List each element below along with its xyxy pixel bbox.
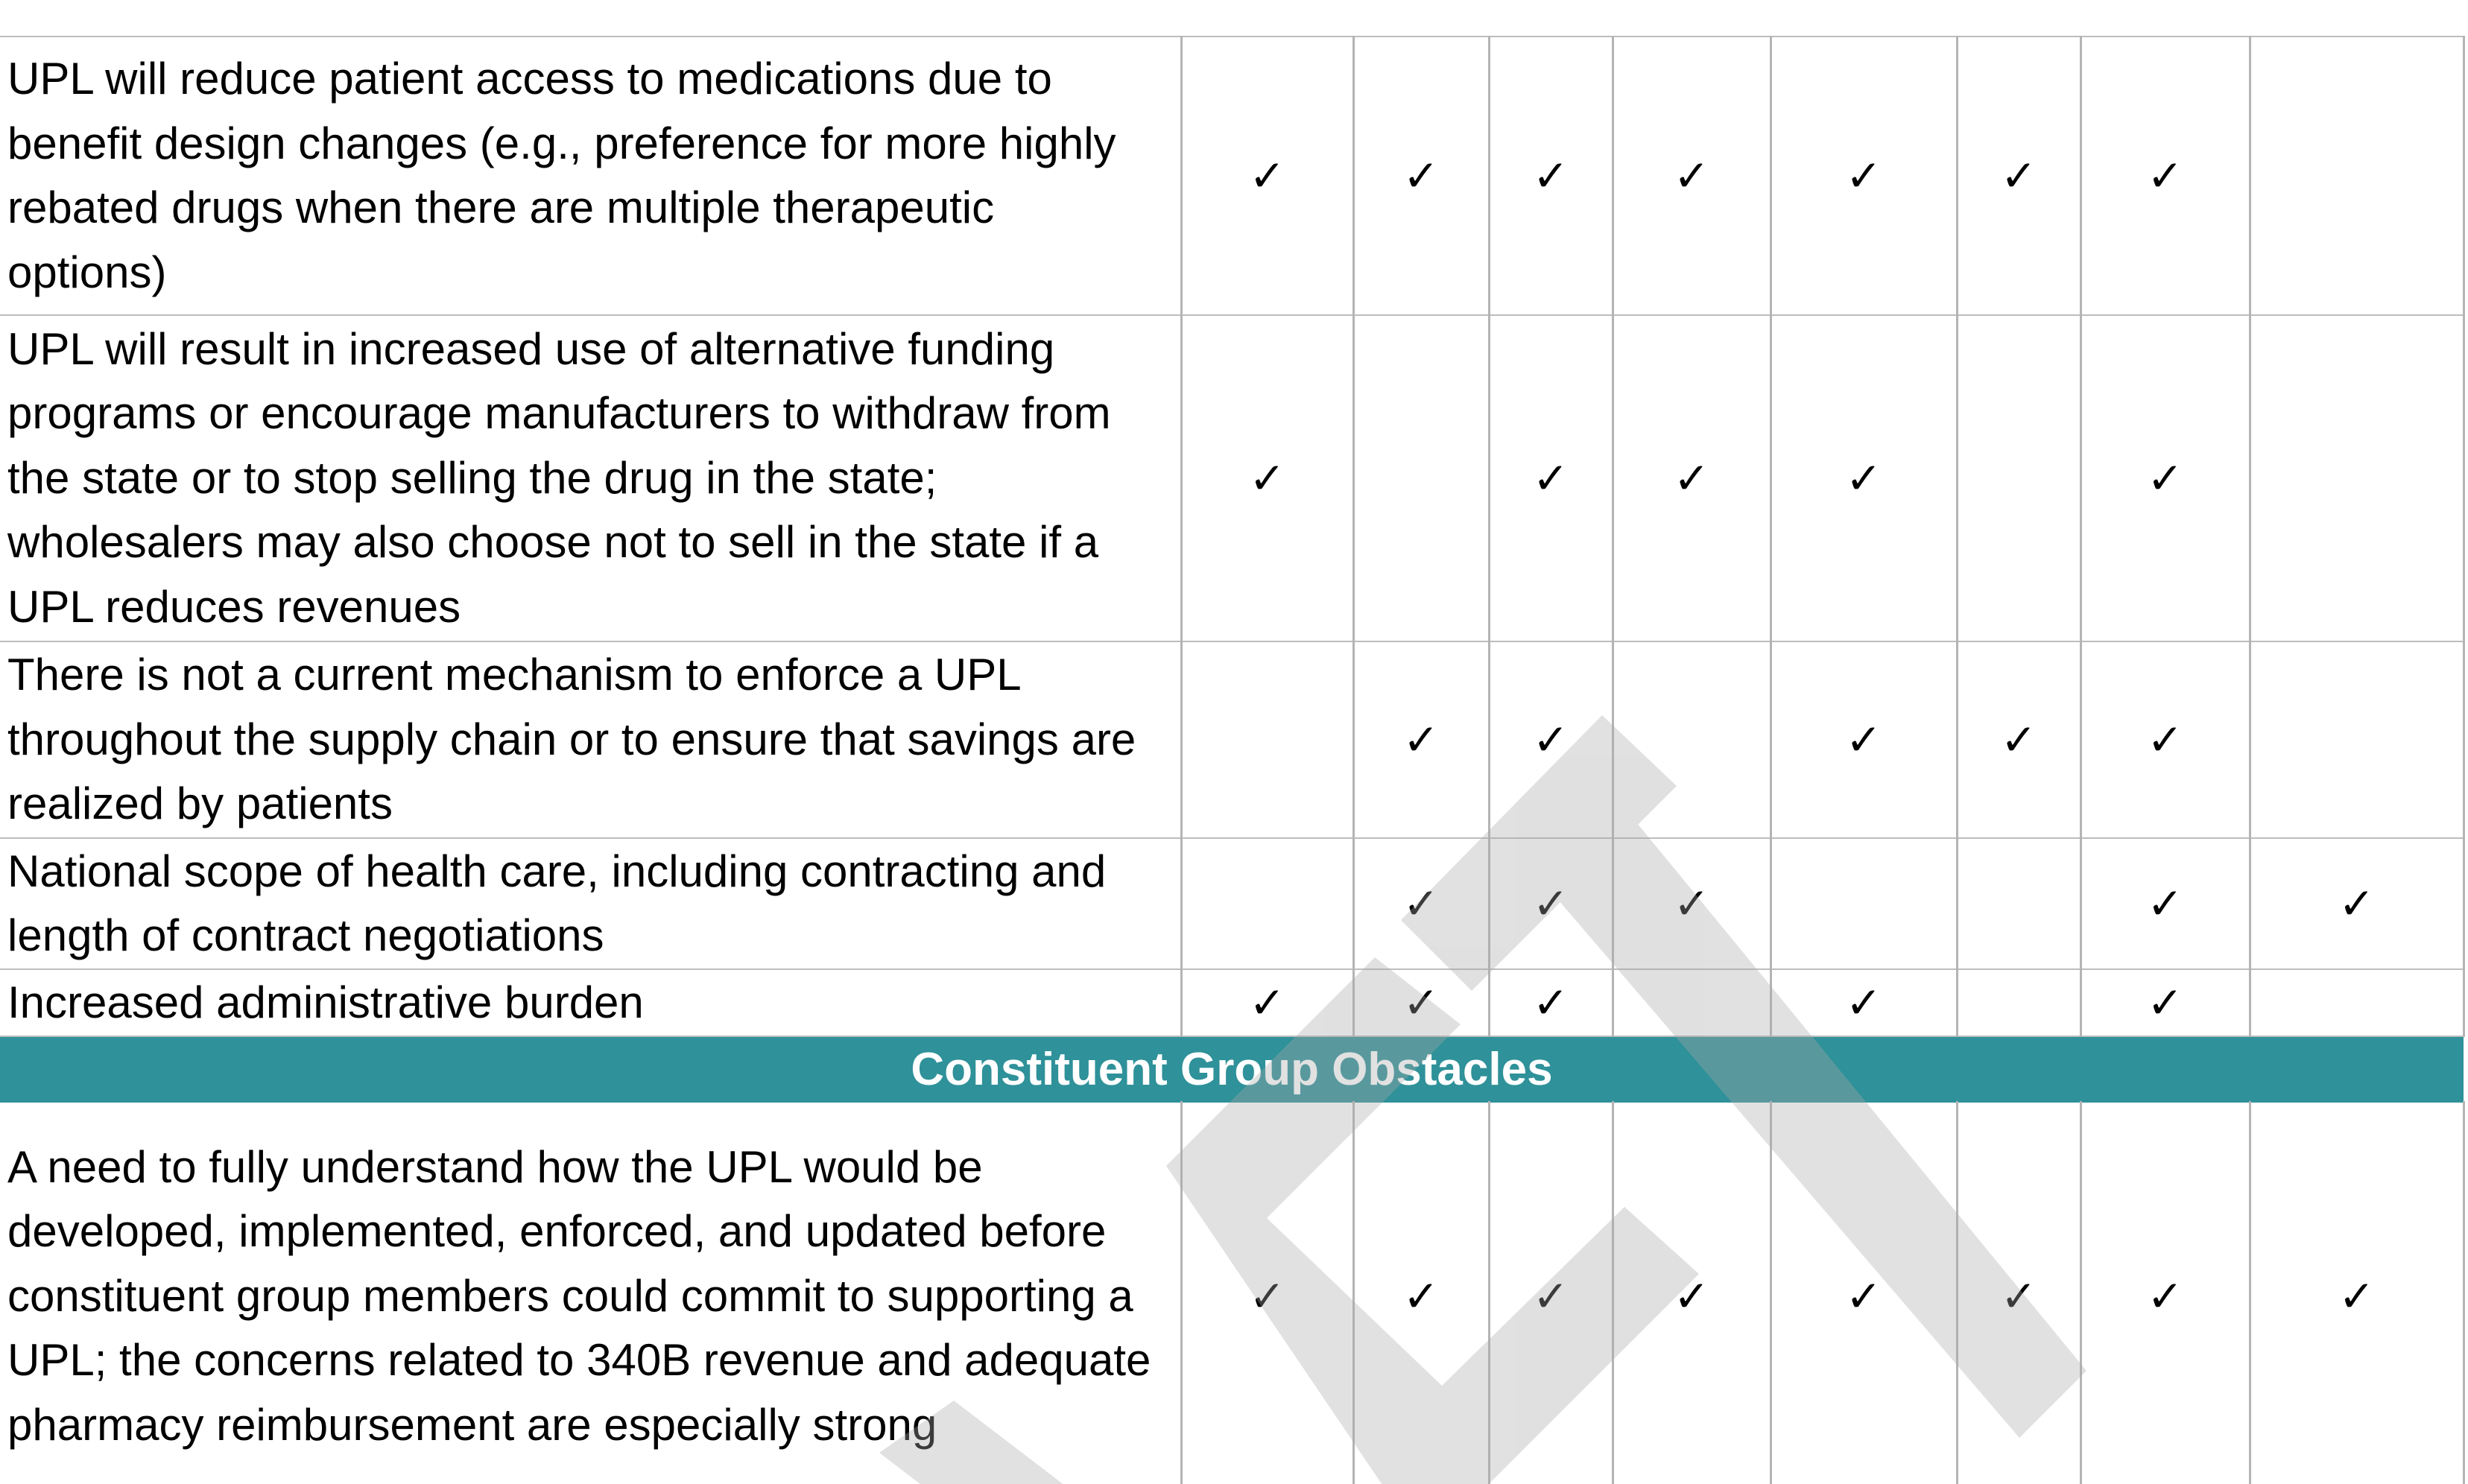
row-label: UPL will reduce patient access to medications due to benefit design changes (e.g., preference for more highly rebated drugs when there are multiple therapeutic options): [0, 37, 1181, 315]
check-cell: [1353, 838, 1489, 969]
check-cell: [1771, 37, 1957, 315]
section-header: Constituent Group Obstacles: [0, 1036, 2464, 1102]
check-cell: [1489, 641, 1613, 838]
check-cell: [2081, 1102, 2250, 1484]
check-cell: [2081, 315, 2250, 641]
checkmark-icon: ✓: [2000, 1271, 2037, 1322]
checkmark-icon: ✓: [1845, 1271, 1882, 1322]
check-cell: [1613, 641, 1771, 838]
checkmark-icon: ✓: [1402, 150, 1440, 201]
check-cell: [1957, 838, 2081, 969]
check-cell: [1957, 37, 2081, 315]
checkmark-icon: ✓: [1402, 1271, 1440, 1322]
check-cell: [1957, 641, 2081, 838]
check-cell: [1771, 1102, 1957, 1484]
check-cell: [1181, 1102, 1353, 1484]
check-cell: [1771, 838, 1957, 969]
checkmark-icon: ✓: [2147, 714, 2183, 765]
row-label: There is not a current mechanism to enforce a UPL throughout the supply chain or to ensure that savings are realized by patients: [0, 641, 1181, 838]
check-cell: [1181, 37, 1353, 315]
check-cell: [1353, 1102, 1489, 1484]
check-cell: [1771, 315, 1957, 641]
check-cell: [1613, 969, 1771, 1036]
checkmark-icon: ✓: [2000, 150, 2037, 201]
table-row: [0, 838, 2464, 969]
check-cell: [2081, 969, 2250, 1036]
check-cell: [1353, 969, 1489, 1036]
check-cell: [1181, 838, 1353, 969]
row-label: Increased administrative burden: [0, 969, 1181, 1036]
check-cell: [2081, 641, 2250, 838]
checkmark-icon: ✓: [1532, 878, 1569, 929]
check-cell: [1353, 641, 1489, 838]
check-cell: [2250, 641, 2464, 838]
table-row: [0, 315, 2464, 641]
checkmark-icon: ✓: [1402, 977, 1440, 1028]
table-body: [0, 37, 2464, 1484]
check-cell: [2250, 838, 2464, 969]
check-cell: [1489, 1102, 1613, 1484]
check-cell: [2250, 315, 2464, 641]
checkmark-icon: ✓: [2147, 1271, 2183, 1322]
checkmark-icon: ✓: [2147, 453, 2183, 504]
check-cell: [1181, 641, 1353, 838]
checkmark-icon: ✓: [1402, 878, 1440, 929]
checkmark-icon: ✓: [1532, 453, 1569, 504]
check-cell: [1957, 315, 2081, 641]
checkmark-icon: ✓: [1532, 714, 1569, 765]
checkmark-icon: ✓: [1249, 453, 1285, 504]
checkmark-icon: ✓: [1532, 150, 1569, 201]
checkmark-icon: ✓: [1249, 150, 1285, 201]
obstacles-table: [0, 36, 2465, 1484]
checkmark-icon: ✓: [1673, 453, 1710, 504]
check-cell: [1613, 838, 1771, 969]
check-cell: [1181, 969, 1353, 1036]
check-cell: [1489, 969, 1613, 1036]
check-cell: [1489, 838, 1613, 969]
check-cell: [2081, 838, 2250, 969]
checkmark-icon: ✓: [1532, 977, 1569, 1028]
section-header-row: [0, 1036, 2464, 1102]
checkmark-icon: ✓: [2338, 878, 2375, 929]
checkmark-icon: ✓: [1532, 1271, 1569, 1322]
checkmark-icon: ✓: [1673, 878, 1710, 929]
checkmark-icon: ✓: [1845, 150, 1882, 201]
check-cell: [1613, 1102, 1771, 1484]
check-cell: [1957, 969, 2081, 1036]
table-row: [0, 969, 2464, 1036]
check-cell: [1613, 37, 1771, 315]
row-label: UPL will result in increased use of alternative funding programs or encourage manufacturers to withdraw from the state or to stop selling the drug in the state; wholesalers may also choose not to sell in the state if a UPL reduces revenues: [0, 315, 1181, 641]
check-cell: [1353, 37, 1489, 315]
check-cell: [2250, 969, 2464, 1036]
checkmark-icon: ✓: [1402, 714, 1440, 765]
row-label: National scope of health care, including contracting and length of contract negotiations: [0, 838, 1181, 969]
check-cell: [2081, 37, 2250, 315]
check-cell: [2250, 1102, 2464, 1484]
checkmark-icon: ✓: [1845, 714, 1882, 765]
check-cell: [1771, 641, 1957, 838]
checkmark-icon: ✓: [1249, 977, 1285, 1028]
check-cell: [1489, 315, 1613, 641]
checkmark-icon: ✓: [2147, 878, 2183, 929]
checkmark-icon: ✓: [1673, 150, 1710, 201]
table-row: [0, 641, 2464, 838]
table-row: [0, 37, 2464, 315]
checkmark-icon: ✓: [1673, 1271, 1710, 1322]
checkmark-icon: ✓: [1249, 1271, 1285, 1322]
row-label: A need to fully understand how the UPL would be developed, implemented, enforced, and updated before constituent group members could commit to supporting a UPL; the concerns related to 340B revenue and adequate pharmacy reimbursement are especially strong: [0, 1102, 1181, 1484]
checkmark-icon: ✓: [2338, 1271, 2375, 1322]
checkmark-icon: ✓: [2000, 714, 2037, 765]
check-cell: [1181, 315, 1353, 641]
check-cell: [1771, 969, 1957, 1036]
table-row: [0, 1102, 2464, 1484]
check-cell: [1613, 315, 1771, 641]
checkmark-icon: ✓: [2147, 150, 2183, 201]
check-cell: [1957, 1102, 2081, 1484]
check-cell: [1489, 37, 1613, 315]
check-cell: [2250, 37, 2464, 315]
checkmark-icon: ✓: [1845, 977, 1882, 1028]
checkmark-icon: ✓: [1845, 453, 1882, 504]
check-cell: [1353, 315, 1489, 641]
checkmark-icon: ✓: [2147, 977, 2183, 1028]
